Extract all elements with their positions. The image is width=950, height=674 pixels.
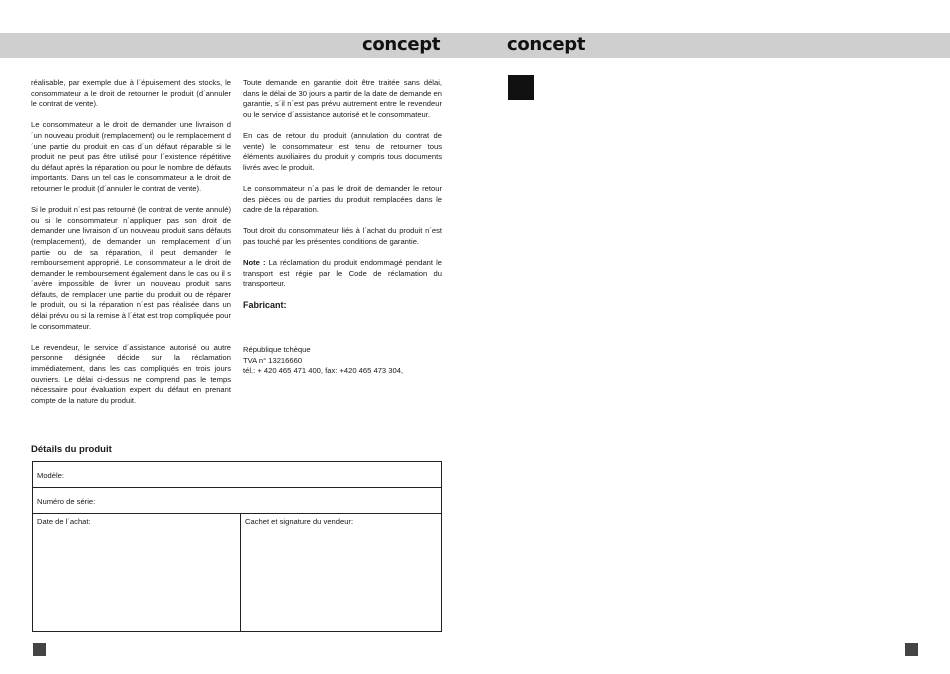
note-label: Note : [243,258,266,268]
product-details-title: Détails du produit [31,444,112,455]
paragraph: Si le produit n´est pas retourné (le contrat de vente annulé) ou si le consommateur n´appliquer pas son droit de demander une livraison d´un nouveau produit sans défauts (remplacement), de demander un remplacement d´un partie ou de sa réparation, il peut demander le remboursement approprié. Le consommateur a le droit de demander le remboursement également dans le cas ou il s´avère impossible de livrer un nouveau produit sans défauts, de remplacer une partie du produit ou de réparer le produit, ou si la réparation n´est pas réalisée dans un délai prévu ou si la remise à l´état est trop compliquée pour le consommateur. [31,205,231,331]
page-marker-left [33,643,46,656]
manufacturer-vat: TVA n° 13216660 [243,355,303,365]
fabricant-heading: Fabricant: [243,300,287,311]
header-bar [0,33,950,58]
brand-logo-right: concept [507,34,586,55]
manufacturer-info [243,345,442,377]
note-text: La réclamation du produit endommagé pendant le transport est régie par le Code de réclamation du transporteur. [243,258,442,289]
purchase-date-label: Date de l´achat: [37,517,91,526]
paragraph: Toute demande en garantie doit être traitée sans délai, dans le délai de 30 jours a partir de la date de demande en garantie, s´il n´est pas prévu autrement entre le revendeur ou le service d´assistance autorisé et le consommateur. [243,78,442,119]
cell-divider [240,514,241,632]
manufacturer-country: République tchèque [243,345,311,355]
page-marker-right [905,643,918,656]
seller-stamp-label: Cachet et signature du vendeur: [245,517,354,526]
model-label: Modèle: [37,471,65,480]
paragraph: réalisable, par exemple due à l´épuisement des stocks, le consommateur a le droit de retourner le produit (d´annuler le contrat de vente). [31,78,231,109]
paragraph: Le revendeur, le service d´assistance autorisé ou autre personne désignée décide sur la réclamation immédiatement, dans les cas compliqués en trois jours ouvriers. Le délai ci-dessus ne comprend pas le temps nécessaire pour évaluation expert du défaut en prenant compte de la nature du produit. [31,342,231,405]
black-square-marker [508,75,534,100]
right-text-column [243,78,442,377]
note-paragraph [243,258,442,290]
model-row[interactable] [33,462,441,488]
paragraph: Tout droit du consommateur liés à l´achat du produit n´est pas touché par les présentes conditions de garantie. [243,226,442,246]
brand-logo-left: concept [362,34,441,55]
purchase-and-stamp-row [33,514,441,632]
manufacturer-phone: tél.: + 420 465 471 400, fax: +420 465 473 304, [243,366,404,376]
product-details-form [32,461,442,632]
paragraph: Le consommateur a le droit de demander une livraison d´un nouveau produit (remplacement) ou le remplacement d´une partie du produit en cas d´un défaut réparable si le produit ne peut pas être utilisé pour l´existence répétitive du défaut après la réparation ou pour le nombre de défauts importants. Dans un tel cas le consommateur a le droit de retourner le produit (d´annuler le contrat de vente). [31,120,231,193]
serial-number-label: Numéro de série: [37,497,96,506]
paragraph: Le consommateur n´a pas le droit de demander le retour des pièces ou de parties du produit remplacées dans le cadre de la réparation. [243,183,442,215]
paragraph: En cas de retour du produit (annulation du contrat de vente) le consommateur est tenu de retourner tous éléments auxiliaires du produit y compris tous documents livrés avec le produit. [243,130,442,172]
left-text-column [31,78,231,417]
serial-number-row[interactable] [33,488,441,514]
